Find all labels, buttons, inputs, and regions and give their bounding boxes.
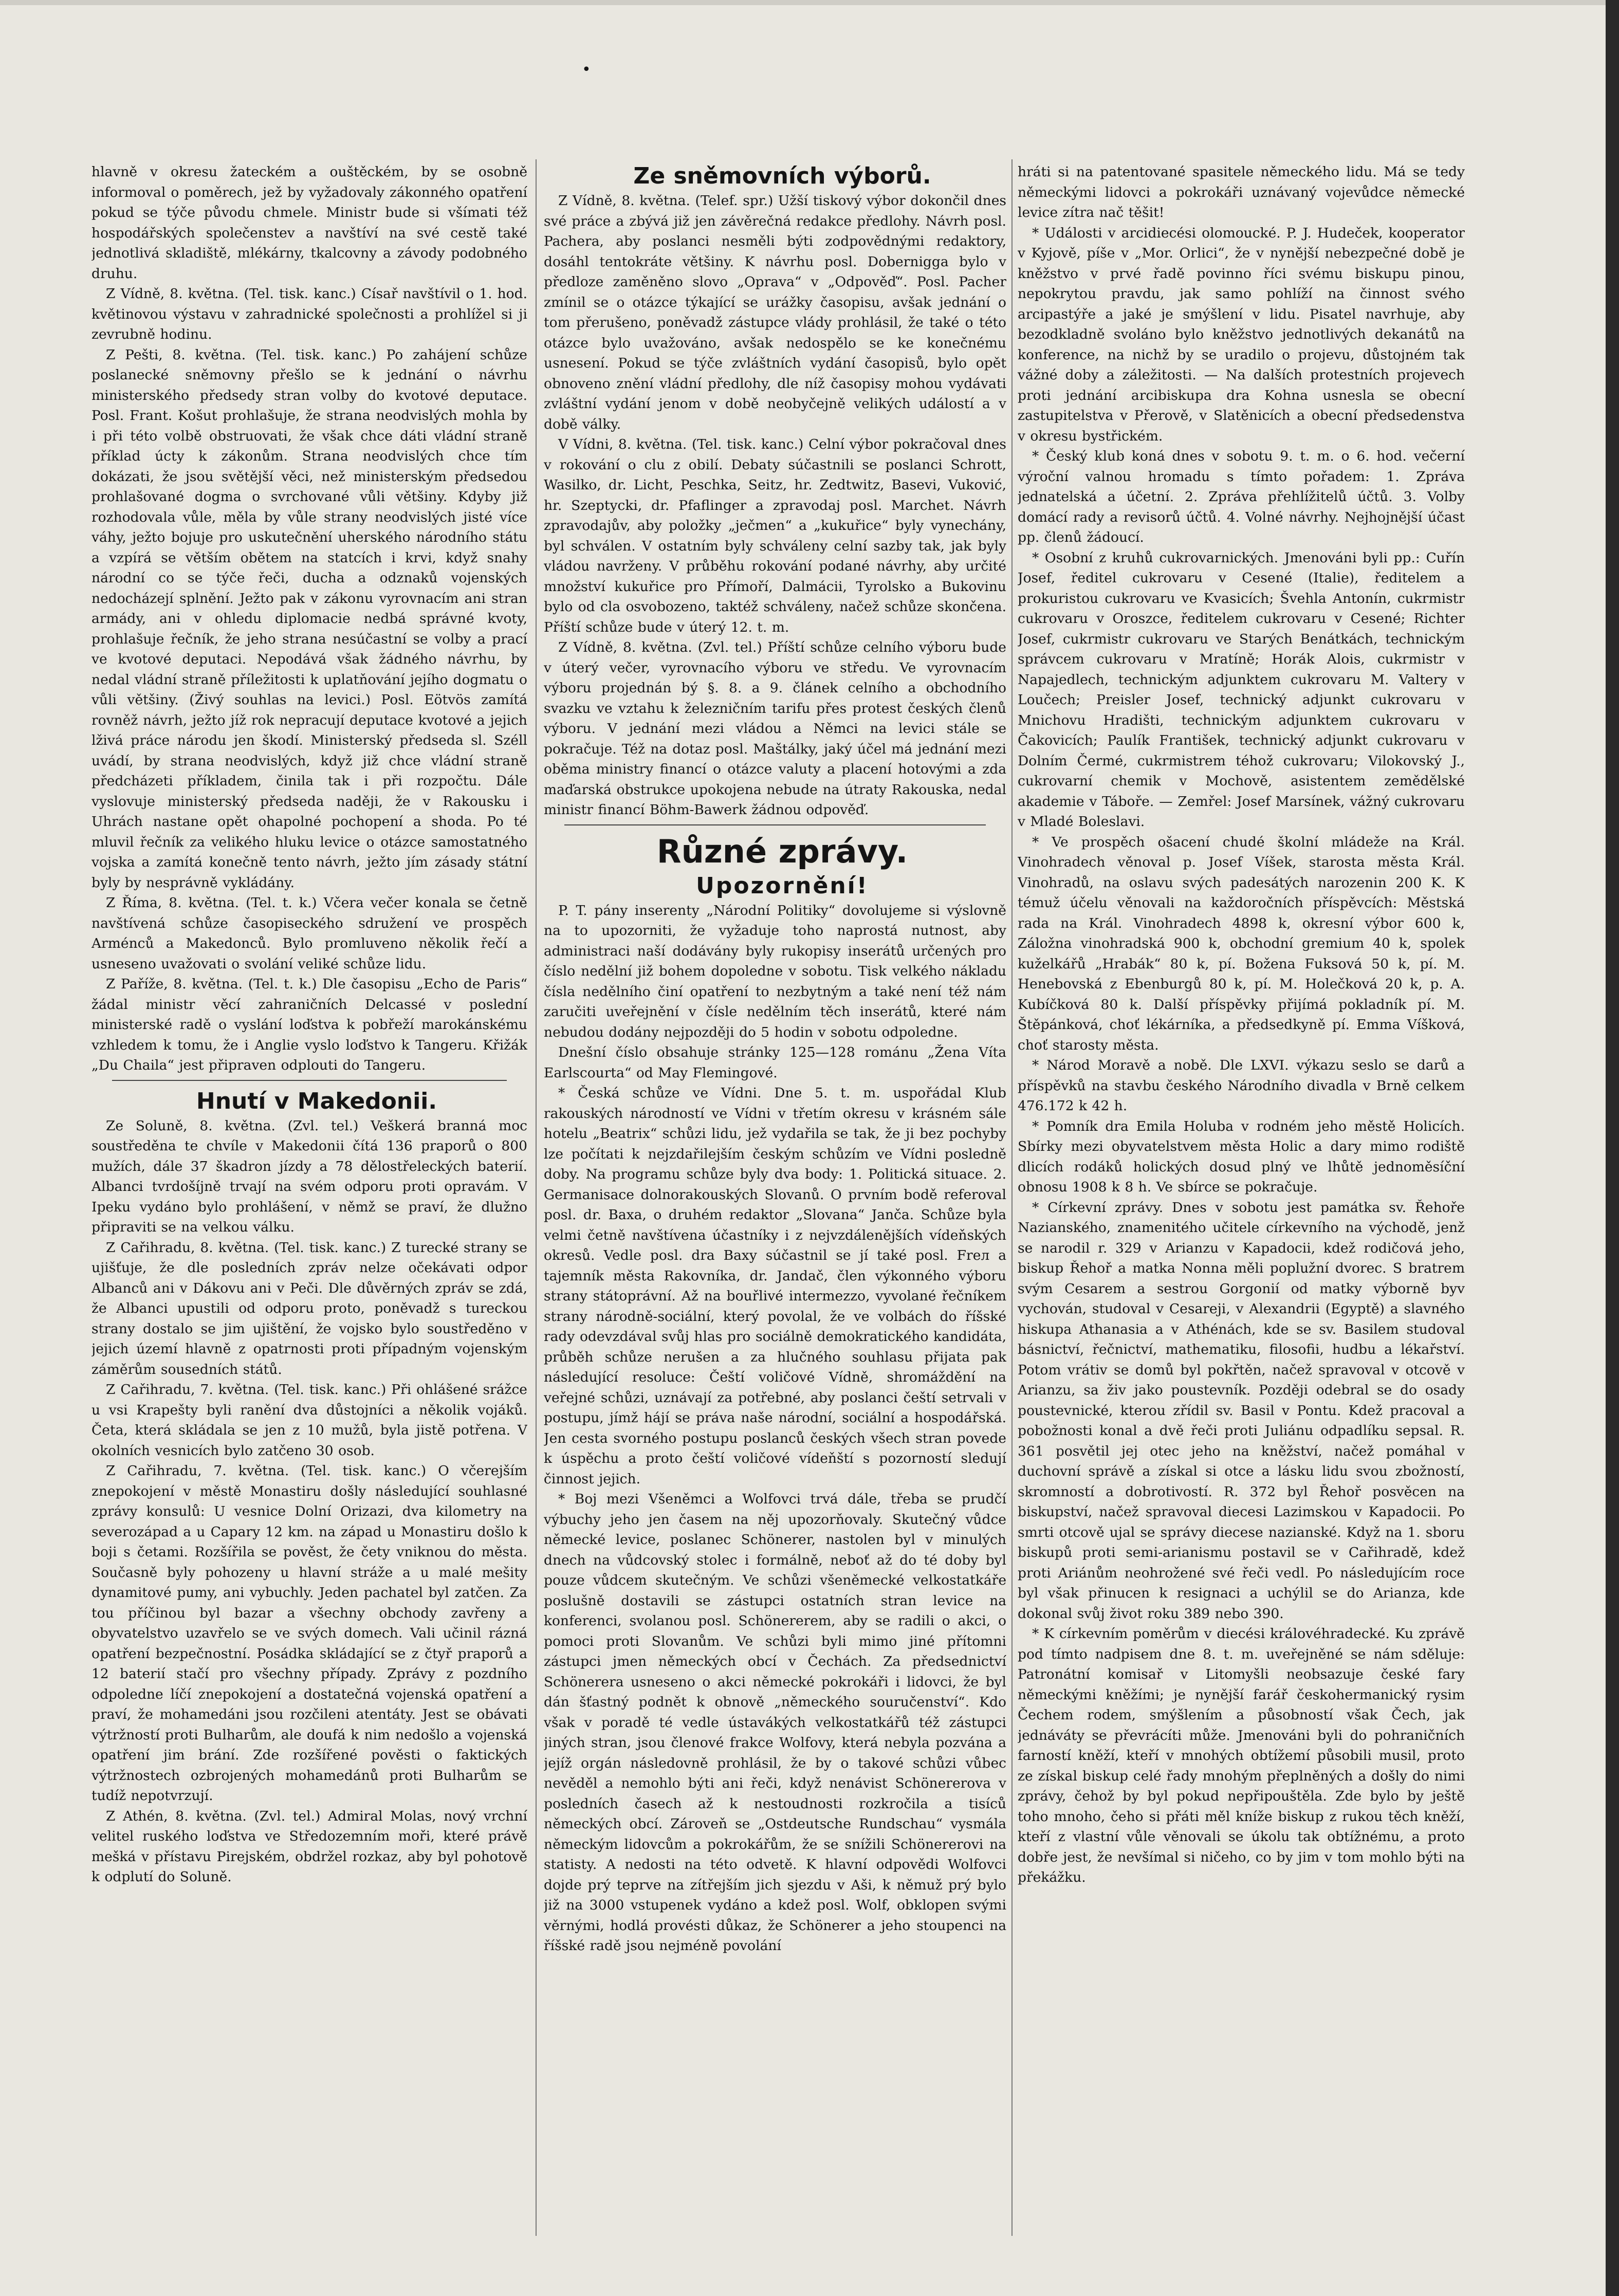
section-divider <box>564 824 986 825</box>
news-item: Z Vídně, 8. května. (Telef. spr.) Užší tiskový výbor dokončil dnes své práce a zbývá již jen závěrečná redakce předlohy. Návrh posl. Pachera, aby poslanci nesměli býti zodpovědnými redaktory, dosáhl tentokráte většiny. K návrhu posl. Doberniggа bylo v předloze zaměněno slovo „Oprava“ v „Odpověď“. Posl. Pacher zmínil se o otázce týkající se urážky časopisu, avšak jednání o tom přerušeno, poněvadž zástupce vlády prohlásil, že také o této otázce bylo uvažováno, avšak nedospělo se ke konečnému usnesení. Pokud se týče zvláštních vydání časopisů, bylo opět obnoveno znění vládní předlohy, dle níž časopisy mohou vydávati zvláštní vydání jenom v době neobyčejně velikých událostí a v době války. <box>544 193 1006 432</box>
news-item: Z Vídně, 8. května. (Zvl. tel.) Příští schůze celního výboru bude v úterý večer, vyrovnacího výboru ve středu. Ve vyrovnacím výboru projednán bý §. 8. a 9. článek celního a obchodního svazku ve vztahu k železničním tarifu přes protest českých členů výboru. V jednání mezi vládou a Němci na levici stále se pokračuje. Též na dotaz posl. Maštálky, jaký účel má jednání mezi oběma ministry financí o otázce valuty a placení hotovými a zda maďarská obstrukce upokojena nebude na útraty Rakouska, nedal ministr financí Böhm-Bawerk žádnou odpověď. <box>544 639 1006 818</box>
section-heading-large: Různé zprávy. <box>656 832 908 870</box>
news-item: * Česká schůze ve Vídni. Dne 5. t. m. uspořádal Klub rakouských národností ve Vídni v třetím okresu v krásném sále hotelu „Beatrix“ schůzi lidu, jež vydařila se tak, že ji bez pochyby lze počítati k nejzdařilejším českým schůzím ve Vídni posledně doby. Na programu schůze byly dva body: 1. Politická situace. 2. Germanisace dolnorakouských Slovanů. O prvním bodě referoval posl. dr. Baxa, o druhém redaktor „Slovana“ Janča. Schůze byla velmi četně navštívena účastníky i z nejvzdálenějších vídeňských okresů. Vedle posl. dra Baxy súčastnil se jí také posl. Frел a tajemník města Rakovníka, dr. Jandač, člen výkonného výboru strany státoprávní. Až na bouřlivé intermezzo, vyvolané řečníkem strany národně-sociální, který povolal, že ve volbách do říšské rady odevzdával svůj hlas pro sociálně demokratického kandidáta, průběh schůze nerušen a za hlučného souhlasu přijata pak následující resoluce: Čeští voličové Vídně, shromáždění na veřejné schůzi, uznávají za potřebné, aby poslanci čeští setrvali v postupu, jímž hájí se práva naše národní, sociální a hospodářská. Jen cesta svorného postupu poslanců českých všech stran povede k úspěchu a proto čeští voličové vídeňští s pozorností sledují činnost jejich. <box>544 1085 1006 1487</box>
scan-top-edge <box>0 0 1619 5</box>
news-item: Z Cařihradu, 7. května. (Tel. tisk. kanc.) Při ohlášené srážce u vsi Krapešty byli ranění dva důstojníci a několik vojáků. Četa, která skládala se jen z 10 mužů, byla jistě potřena. V okolních vesnicích bylo zatčeno 30 osob. <box>91 1382 527 1459</box>
news-item: Z Vídně, 8. května. (Tel. tisk. kanc.) Císař navštívil o 1. hod. květinovou výstavu v zahradnické společnosti a prohlížel si ji zevrubně hodinu. <box>91 286 527 342</box>
news-item: * Národ Moravě a nobě. Dle LXVI. výkazu seslo se darů a příspěvků na stavbu českého Národního divadla v Brně celkem 476.172 k 42 h. <box>1018 1057 1465 1114</box>
news-item: * Události v arcidiecési olomoucké. P. J. Hudeček, kooperator v Kyjově, píše v „Mor. Orlici“, že v nynější nebezpečné době je kněžstvo v prvé řadě povinno říci svému biskupu pinou, nepokrytou pravdu, jak samo pohlíží na činnost svého arcipastýře a jaké je smýšlení v lidu. Pisatel navrhuje, aby bezodkladně svoláno bylo kněžstvo jednotlivých dekanátů na konference, na nichž by se uradilo o projevu, důstojném tak vážné doby a záležitosti. — Na dalších protestních projevech proti jednání arcibiskupa dra Kohna usnesla se obecní zastupitelstva v Přerově, v Slatěnicích a obecní předsedenstva v okresu bystřickém. <box>1018 225 1465 444</box>
column-rule-2 <box>1011 159 1013 2236</box>
news-item: * K církevním poměrům v diecési královéhradecké. Ku zprávě pod tímto nadpisem dne 8. t. m. uveřejněné se nám sděluje: Patronátní komisař v Litomyšli neobsazuje české fary německými kněžími; je nynější farář českohermanický rysim Čechem rodem, smýšlením a působností však Čech, jak jednáváty se převrácíti může. Jmenováni byli do pohraničních farností kněží, kteří v mnohých obtížemí působili musil, proto ze získal biskup celé řady mnohým přeplněných a došly do nimi zprávy, čehož by byl pokud nepřipouštěla. Zde bylo by ještě toho mnoho, čeho si přáti měl kníže biskup z rukou těch kněží, kteří z vlastní vůle věnovali se úkolu tak obtížnému, a proto dobře jest, že nevšímal si ničeho, co by jim v tom mohlo býti na překážku. <box>1018 1626 1465 1885</box>
news-item: * Osobní z kruhů cukrovarnických. Jmenováni byli pp.: Cuřín Josef, ředitel cukrovaru v Cesené (Italie), ředitelem a prokuristou cukrovaru ve Kvasicích; Švehla Antonín, cukrmistr cukrovaru v Oroszce, ředitelem cukrovaru v Cesené; Richter Josef, cukrmistr cukrovaru ve Starých Benátkách, technickým správcem cukrovaru v Mratíně; Horák Alois, cukrmistr v Napajedlech, technickým adjunktem cukrovaru M. Valtery v Loučech; Preisler Josef, technický adjunkt cukrovaru v Mnichovu Hradišti, technickým adjunktem cukrovaru v Čakovicích; Paulík František, technický adjunkt cukrovaru v Dolním Čermé, cukrmistrem téhož cukrovaru; Vilokovský J., cukrovarní chemik v Mochově, asistentem zemědělské akademie v Táboře. — Zemřel: Josef Marsínek, vážný cukrovaru v Mladé Boleslavi. <box>1018 549 1465 830</box>
column-3 <box>1018 162 1465 2238</box>
news-item: * Církevní zprávy. Dnes v sobotu jest památka sv. Řehoře Nazianského, znamenitého učitele církevního na východě, jenž se narodil r. 329 v Arianzu v Kapadocii, kdež rodičová jeho, biskup Řehoř a matka Nonna měli poplužní dvorec. S bratrem svým Cesarem a sestrou Gorgonií od matky výborně byv vychován, studoval v Cesareji, v Alexandrii (Egyptě) a slavného hiskupa Athanasia a v Athénách, kde se sv. Basilem studoval básnictví, řečnictví, mathematiku, filosofii, hudbu a lékařství. Potom vrátiv se domů byl pokřtěn, načež spravoval v otcově v Arianzu, sa živ jako poustevník. Později odebral se do osady poustevnické, kterou zřídil sv. Basil v Pontu. Kdež pracoval a pobožnosti konal a dvě řeči proti Juliánu odpadlíku sepsal. R. 361 posvětil jej otec jeho na kněžství, načež pomáhal v duchovní správě a získal si otce a lásku lidu svou zbožností, skromností a dobrotivostí. R. 372 byl Řehoř posvěcen na biskupství, načež spravoval diecesi Lazimskou v Kapadocii. Po smrti otcově ujal se správy diecese nazianské. Když na 1. sboru biskupů proti semi-arianismu postavil se v Cařihradě, kdež proti Ariánům neohrožené své řeči vedl. Po následujícím roce byl však přinucen k resignaci a uchýlil se do Arianza, kde dokonal svůj život roku 389 nebo 390. <box>1018 1199 1465 1622</box>
news-item: Ze Soluně, 8. května. (Zvl. tel.) Veškerá branná moc soustředěna te chvíle v Makedonii čítá 136 praporů o 800 mužích, dále 37 škadron jízdy a 78 dělostřeleckých baterií. Albanci tvrdošíjně trvají na svém odporu proti opravám. V Ipeku vydáno bylo prohlášení, v němž se praví, že dlužno připraviti se na velkou válku. <box>91 1117 527 1235</box>
news-item: Z Cařihradu, 8. května. (Tel. tisk. kanc.) Z turecké strany se ujišťuje, že dle posledních zpráv nelze očekávati odpor Albanců ani v Dákovu ani v Peči. Dle důvěrných zpráv se zdá, že Albanci upustili od odporu proto, poněvadž s tureckou strany dostalo se jim ujištění, že vojsko bylo soustředěno v jejich území hlavně z opatrnosti proti případným vojenským záměrům sousedních států. <box>91 1239 527 1377</box>
news-item: Z Říma, 8. května. (Tel. t. k.) Včera večer konala se četně navštívená schůze časopiseckého sdružení ve prospěch Arménců a Makedonců. Bylo promluveno několik řečí a usneseno uvažovati o svolání veliké schůze lidu. <box>91 895 527 972</box>
notice-text: P. T. pány inserenty „Národní Politiky“ dovolujeme si výslovně na to upozorniti, že vyžaduje toho naprostá nutnost, aby administraci naší dodávány byly rukopisy inserátů určených pro číslo nedělní již bohem dopoledne v sobotu. Tisk velkého nákladu čísla nedělního činí opatření to nezbytným a také není též nám zaručiti uveřejnění v čísle nedělním těch inserátů, které nám nebudou dodány nejpozději do 5 hodin v sobotu odpoledne. <box>544 902 1006 1040</box>
column-2 <box>544 162 1006 2238</box>
news-item: * Boj mezi Všeněmci a Wolfovci trvá dále, třeba se prudčí výbuchy jeho jen časem na něj upozorňovaly. Skutečný vůdce německé levice, poslanec Schönerer, nastolen byl v minulých dnech na vůdcovský stolec i formálně, neboť až do té doby byl pouze vůdcem skutečným. Ve schůzi všeněmecké velkostatkáře poslušně dostavili se zástupci ostatních stran levice na konferenci, svolanou posl. Schönererem, aby se radili o akci, o pomoci proti Slovanům. Ve schůzi byli mimo jiné přítomni zástupci jmen německých obcí v Čechách. Za předsednictví Schönerera usneseno o akci německé pokrokáři i lidovci, že byl dán šťastný podnět k obnově „německého souručenství“. Kdo však v poradě té vedle ústavákých velkostatkářů též zástupci jiných stran, jsou členové frakce Wolfovy, která nebyla pozvána a jejíž orgán následovně prohlásil, že by o takové schůzi vůbec nevěděl a nemohlo býti ani řeči, když nenávist Schönererova v posledních časech až k nestoudnosti rozkročila a tisíců německých obcí. Zároveň se „Ostdeutsche Rundschau“ vysmála německým lidovcům a pokrokářům, že se snížili Schönererovi na statisty. A nedosti na této odvetě. K hlavní odpovědi Wolfovci dojde prý teprve na zítřejším jich sjezdu v Aši, k němuž prý bylo již na 3000 vstupenek vydáno a kdež posl. Wolf, obklopen svými věrnými, hodlá provésti důkaz, že Schönerer a jeho stoupenci na říšské radě jsou nejméně povolání <box>544 1491 1006 1954</box>
news-item: * Pomník dra Emila Holuba v rodném jeho městě Holicích. Sbírky mezi obyvatelstvem města Holic a dary mimo rodiště dlicích rodáků holických dosud plný ve lhůtě jednoměsíční obnosu 1908 k 8 h. Ve sbírce se pokračuje. <box>1018 1118 1465 1195</box>
news-item: * Český klub koná dnes v sobotu 9. t. m. o 6. hod. večerní výroční valnou hromadu s tímto pořadem: 1. Zpráva jednatelská a účetní. 2. Zpráva přehlížitelů účtů. 3. Volby domácí rady a revisorů účtů. 4. Volné návrhy. Nejhojnější účast pp. členů žádoucí. <box>1018 448 1465 545</box>
section-divider <box>112 1080 507 1081</box>
section-heading: Ze sněmovních výborů. <box>633 163 931 189</box>
news-item: Z Athén, 8. května. (Zvl. tel.) Admiral Molas, nový vrchní velitel ruského loďstva ve Středozemním moři, které právě mešká v přístavu Pirejském, obdržel rozkaz, aby byl pohotově k odplutí do Soluně. <box>91 1808 527 1885</box>
news-item: Z Cařihradu, 7. května. (Tel. tisk. kanc.) O včerejším znepokojení v městě Monastiru došly následující souhlasné zprávy konsulů: U vesnice Dolní Orizazi, dva kilometry na severozápad a u Capary 12 km. na západ u Monastiru došlo k boji s četami. Rozšířila se pověst, že čety vniknou do města. Současně byly pohozeny u hlavní stráže a u malé mešity dynamitové pumy, ani vybuchly. Jeden pachatel byl zatčen. Za tou příčinou byl bazar a všechny obchody zavřeny a obyvatelstvo uzavřelo se ve svých domech. Vali učinil rázná opatření bezpečnostní. Posádka skládající se z čtyř praporů a 12 baterií stačí pro všechny případy. Zprávy z pozdního odpoledne líčí znepokojení a dostatečná vojenská opatření a praví, že mohamedáni jsou rozčileni atentáty. Jest se obávati výtržností proti Bulharům, ale doufá k nim nedošlo a vojenská opatření jim brání. Zde rozšířené pověsti o faktických výtržnostech ozbrojených mohamedánů proti Bulharům se tudíž nepotvrzují. <box>91 1463 527 1804</box>
scan-right-edge <box>1606 0 1619 2296</box>
column-1 <box>91 162 527 2238</box>
article-text: hráti si na patentované spasitele německého lidu. Má se tedy německými lidovci a pokrokáři uznávaný vojevůdce německé levice zítra nač těšit! <box>1018 164 1465 221</box>
notice-heading: Upozornění! <box>696 872 869 899</box>
news-item: Z Pešti, 8. května. (Tel. tisk. kanc.) Po zahájení schůze poslanecké sněmovny přešlo se k jednání o návrhu ministerského předsedy stran volby do kvotové deputace. Posl. Frant. Košut prohlašuje, že strana neodvislých mohla by i při této volbě obstruovati, že však chce dáti vládní straně příklad úcty k zákonům. Strana neodvislých chce tím dokázati, že jsou světější věci, než ministerským předsedou prohlašované dogma o svrchované vůli většiny. Kdyby již rozhodovala vůle, měla by vůle strany neodvislých jisté více váhy, ježto bojuje pro uskutečnění uherského národního státu a vzpírá se větším obětem na statcích i krvi, když snahy národní co se týče řeči, ducha a odznaků vojenských nedocházejí splnění. Ježto pak v zákonu vyrovnacím ani stran armády, ani v ohledu diplomacie nedbá správné kvoty, prohlašuje řečník, že jeho strana nesúčastní se volby a prací ve kvotové deputaci. Nepodává však žádného návrhu, by nedal vládní straně příležitosti k uplatňování jejího dogmatu o vůli většiny. (Živý souhlas na levici.) Posl. Eötvös zamítá rovněž návrh, ježto jíž rok nepracují deputace kvotové a jejich lživá práce národu jen škodí. Ministerský předseda sl. Széll uvádí, by strana neodvislých, když již chce vládní straně předcházeti příkladem, činila tak i při rozpočtu. Dále vyslovuje ministerský předseda naději, že v Rakousku i Uhrách nastane opět ohapolné pochopení a shoda. Po té mluvil řečník za velikého hluku levice o otázce samostatného vojska a zamítá konečně tento návrh, ježto jím zásady státní byly by nesprávně vykládány. <box>91 346 527 891</box>
news-item: Z Paříže, 8. května. (Tel. t. k.) Dle časopisu „Echo de Paris“ žádal ministr věcí zahraničních Delcassé v poslední ministerské radě o vyslání loďstva k pobřeží marokánskému vzhledem k tomu, že i Anglie vyslo loďstvo k Tangeru. Křižák „Du Chaila“ jest připraven odplouti do Tangeru. <box>91 976 527 1073</box>
notice-text: Dnešní číslo obsahuje stránky 125—128 románu „Žena Víta Earlscourta“ od May Flemingové. <box>544 1044 1006 1081</box>
news-item: * Ve prospěch ošacení chudé školní mládeže na Král. Vinohradech věnoval p. Josef Víšek, starosta města Král. Vinohradů, na oslavu svých padesátých narozenin 200 K. K témuž účelu věnovali na každoročních příspěvcích: Městská rada na Král. Vinohradech 4898 k, okresní výbor 600 k, Záložna vinohradská 900 k, obchodní gremium 40 k, spolek kuželkářů „Hrabák“ 80 k, pí. Božena Fuksová 50 k, pí. M. Henebovská z Ebenburgů 80 k, pí. M. Holečková 20 k, p. A. Kubíčková 80 k. Další příspěvky přijímá pokladník pí. M. Štěpánková, choť lékárníka, a předsedkyně pí. Emma Víšková, choť starosty města. <box>1018 834 1465 1053</box>
article-text: hlavně v okresu žateckém a ouštěckém, by se osobně informoval o poměrech, jež by vyžadovaly zákonného opatření pokud se týče původu chmele. Ministr bude si všímati též hospodářských společenstev a navštíví na své cestě také jednotlivá skladiště, mlékárny, tkalcovny a závody podobného druhu. <box>91 164 527 282</box>
news-item: V Vídni, 8. května. (Tel. tisk. kanc.) Celní výbor pokračoval dnes v rokování o clu z obilí. Debaty súčastnili se poslanci Schrott, Wasilko, dr. Licht, Peschka, Seitz, hr. Zedtwitz, Basevi, Vuković, hr. Szeptycki, dr. Pfaflinger a zpravodaj posl. Marchet. Návrh zpravodajův, aby položky „ječmen“ a „kukuřice“ byly vynechány, byl schválen. V ostatním byly schváleny celní sazby tak, jak byly vládou navrženy. V průběhu rokování podané návrhy, aby určité množství kukuřice pro Přímoří, Dalmácii, Tyrolsko a Bukovinu bylo od cla osvobozeno, taktéž schváleny, načež schůze skončena. Příští schůze bude v úterý 12. t. m. <box>544 436 1006 635</box>
section-heading: Hnutí v Makedonii. <box>196 1088 437 1114</box>
ink-mark: • <box>582 61 591 79</box>
column-rule-1 <box>536 159 537 2236</box>
